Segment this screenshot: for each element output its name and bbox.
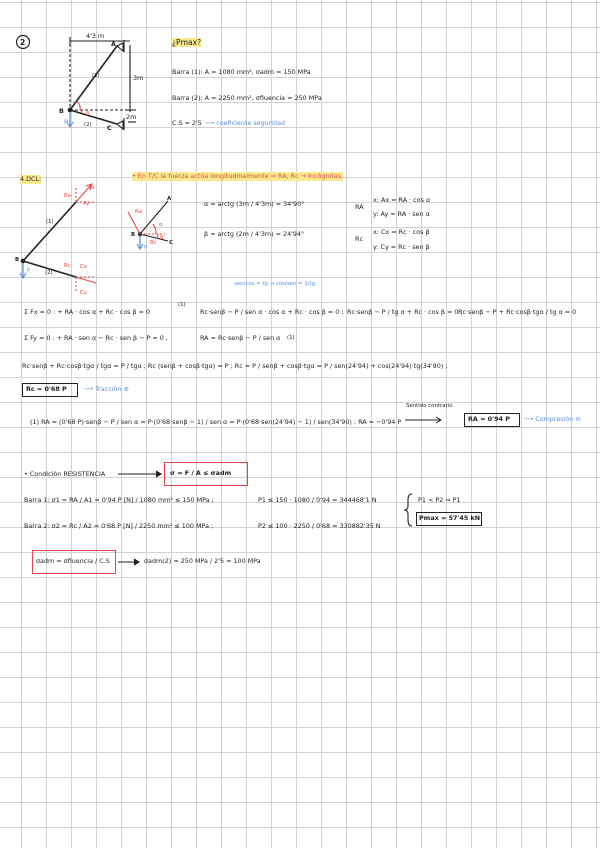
sentido-arrow (405, 417, 441, 423)
dcl2-ra: Ra (135, 209, 142, 215)
alpha-label: α (73, 100, 77, 106)
rc-y-eq: y: Cy = Rc · sen β (373, 243, 430, 251)
dcl2-beta: β (160, 235, 164, 241)
rc-brace-label: Rc (355, 235, 363, 243)
dcl-ay: Ay (83, 201, 90, 207)
bar2-label: (2) (84, 122, 92, 128)
ra-derivation: (1) RA = (0'68 P)·senβ − P / sen α = P·(0'68·senβ − 1) / sen α = P·(0'68·sen(24'94) − 1) / sen(34'90) ; RA = −0'94 P (30, 418, 402, 426)
dcl-label: 4.DCL: (20, 175, 42, 183)
bar2-stress: Barra 2: σ2 = Rc / A2 = 0'68 P [N] / 2250 mm² ≤ 100 MPa ; (24, 522, 214, 530)
load-p-label: P (64, 118, 68, 126)
fy-ref: (1) (287, 335, 295, 341)
ra-result: RA = 0'94 P (468, 415, 510, 423)
dcl-ra: Ra (64, 193, 71, 199)
ra-y-eq: y: Ay = RA · sen α (373, 210, 430, 218)
sigma-adm-arrow (118, 559, 139, 565)
dcl-bar1: (1) (46, 219, 54, 225)
data-line-3: C.S = 2'5 (172, 119, 202, 127)
data-line-1: Barra (1): A = 1080 mm², σadm = 150 MPa (172, 68, 311, 76)
fy-equation: Σ Fy = 0 : + RA · sen α − Rc · sen β − P = 0 , (24, 334, 168, 342)
rc-type: ⟶ Tracción ⊕ (84, 385, 129, 393)
rc-x-eq: x: Cx = Rc · cos β (373, 228, 430, 236)
beta-equation: β = arctg (2m / 4'3m) = 24'94° (204, 230, 305, 238)
fx-sub3: Rc·senβ − P + Rc·cosβ·tgα / tg α = 0 (458, 308, 577, 316)
node-b-label: B (59, 107, 64, 115)
ra-type: ⟶ Compresión ⊖ (524, 415, 581, 423)
sentido-note: Sentido contrario (406, 403, 453, 409)
dim-top-label: 4'3 m (86, 32, 105, 40)
data-line-2: Barra (2): A = 2250 mm², σfluencia = 250 MPa (172, 94, 322, 102)
ra-brace-label: RA (355, 203, 364, 211)
dcl-p: P (27, 268, 31, 274)
dcl2-a: A (167, 196, 172, 202)
dcl-ax: Ax (88, 185, 95, 191)
dim-bottom-label: 2m (126, 113, 137, 121)
p-compare: P1 < P2 ⇒ P1 (418, 496, 461, 504)
alpha-equation: α = arctg (3m / 4'3m) = 34'90° (204, 200, 305, 208)
sigma-adm-2: σadm(2) = 250 MPa / 2'5 = 100 MPa (144, 557, 261, 565)
dcl-rc: Rc (64, 263, 71, 269)
dcl2-b: B (131, 232, 136, 238)
fx-equation: Σ Fx = 0 : + RA · cos α + Rc · cos β = 0 (24, 308, 151, 316)
resistance-arrow (118, 471, 161, 477)
node-c-label: C (107, 124, 112, 132)
p2-limit: P2 ≤ 100 · 2250 / 0'68 = 330882'35 N (258, 522, 381, 530)
fx-sub: Rc·senβ − P / sen α · cos α + Rc · cos β = 0 ; (200, 308, 344, 316)
bar1-stress: Barra 1: σ1 = RA / A1 = 0'94 P [N] / 1080 mm² ≤ 150 MPa ; (24, 496, 214, 504)
question-pmax: ¿Pmax? (172, 38, 202, 47)
fx-sub2: Rc·senβ − P / tg α + Rc · cos β = 0 ; (347, 308, 463, 316)
resistance-title: • Condición RESISTENCIA (24, 470, 106, 478)
fy-ra: RA = Rc·senβ − P / sen α (200, 334, 281, 342)
curly-brace (404, 494, 412, 526)
bar1-label: (1) (92, 73, 100, 79)
dcl2-alpha: α (159, 222, 163, 228)
resistance-formula: σ = F / A ≤ σadm (170, 469, 232, 477)
pmax-result: Pmax = 57'45 kN (419, 514, 481, 522)
dcl2-p: P (144, 245, 148, 251)
dcl2-c: C (169, 240, 173, 246)
dcl-bar2: (2) (45, 270, 53, 276)
dcl-cx: Cx (80, 264, 87, 270)
rc-derivation: Rc·senβ + Rc·cosβ·tgα / tgα = P / tgα ; Rc (senβ + cosβ·tgα) = P ; Rc = P / senβ + cosβ·tgα = P / sen(24'94) + cos(24'94)·tg(34'90) ; (22, 362, 448, 370)
ra-x-eq: x: Ax = RA · cos α (373, 196, 431, 204)
dcl2-rc: Rc (150, 240, 157, 246)
dim-right-label: 3m (133, 74, 144, 82)
node-a-label: A (111, 40, 116, 48)
sigma-adm-def: σadm = σfluencia / C.S (36, 557, 110, 565)
problem-number: 2 (20, 38, 26, 47)
p1-limit: P1 ≤ 150 · 1080 / 0'94 = 344468'1 N (258, 496, 377, 504)
beta-label: β (86, 111, 90, 117)
dcl-note: • En T/C la fuerza actúa longitudinalmente ⇒ RA, Rc → Incógnitas. (132, 172, 344, 180)
fx-ref: (1) (178, 302, 186, 308)
rc-result: Rc = 0'68 P (26, 385, 67, 393)
aside-identity: sen/cos = tg → cos/sen = 1/tg (234, 281, 316, 287)
data-line-3-note: ⟶ coeficiente seguridad (205, 119, 286, 127)
dcl-cy: Cy (80, 290, 87, 296)
dcl-b: B (15, 257, 20, 263)
